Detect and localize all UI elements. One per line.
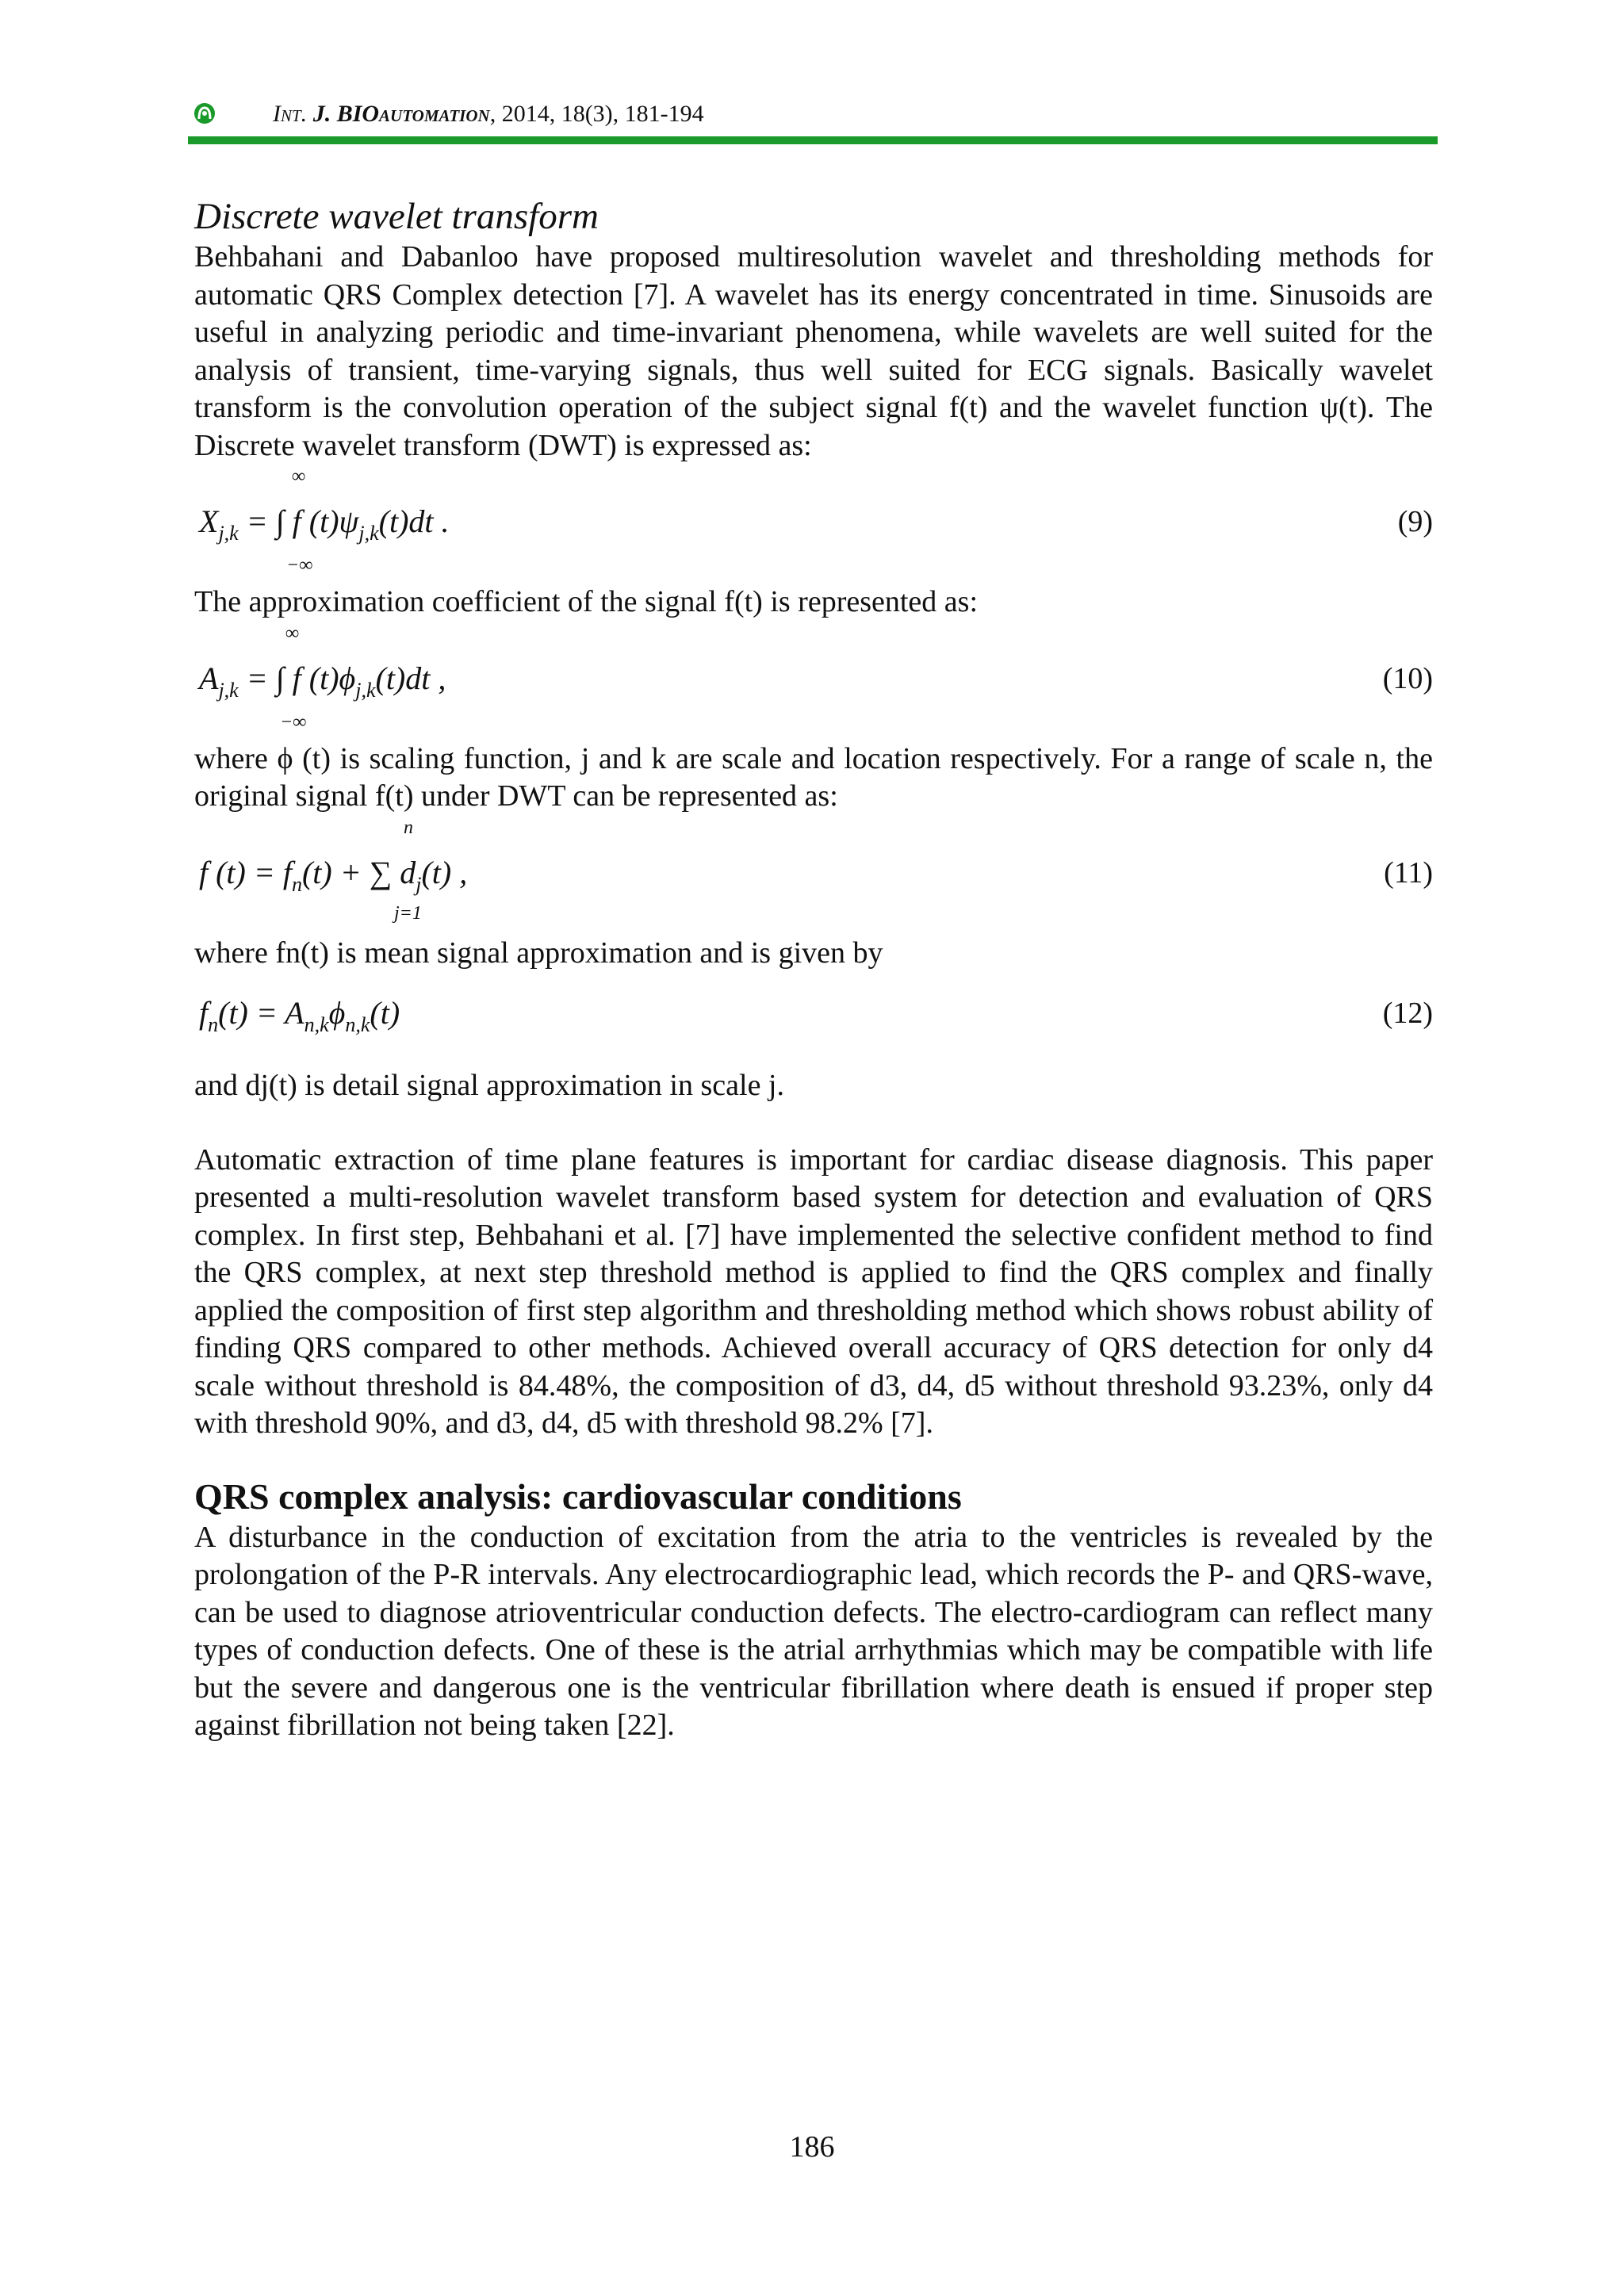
equation-9: ∞ −∞ $X_{j,k}$ = ∫ f $(t)\psi_{j,k}(t)dt$ . (9) [199,466,1433,576]
section-title-dwt: Discrete wavelet transform [194,196,599,237]
equation-number: (11) [1384,855,1433,890]
header-rule [188,136,1438,144]
paragraph-scaling: where ϕ (t) is scaling function, j and k are scale and location respectively. For a range of scale n, the original signal f(t) under DWT can be represented as: [194,741,1433,813]
equation-10: ∞ −∞ $A_{j,k}$ = ∫ f $(t)\phi_{j,k}(t)dt$ , (10) [199,622,1433,733]
equation-number: (10) [1382,661,1433,695]
paragraph-mean: where fn(t) is mean signal approximation and is given by [194,936,883,970]
page-content [194,194,1433,1745]
equation-number: (9) [1397,505,1433,538]
page-number: 186 [789,2130,835,2164]
section-title-qrs: QRS complex analysis: cardiovascular conditions [194,1475,962,1517]
equation-11: n j=1 f $(t) = f_n(t)$ + ∑ $d_j(t)$ , (11) [199,817,1433,924]
paragraph-extraction: Automatic extraction of time plane features is important for cardiac disease diagnosis. This paper presented a multi-resolution wavelet transform based system for detection and evaluation of QRS complex. In first step, Behbahani et al. [7] have implemented the selective confident method to find the QRS complex, at next step threshold method is applied to find the QRS complex and finally applied the composition of first step algorithm and thresholding method which shows robust ability of finding QRS compared to other methods. Achieved overall accuracy of QRS detection for only d4 scale without threshold is 84.48%, the composition of d3, d4, d5 without threshold 93.23%, only d4 with threshold 90%, and d3, d4, d5 with threshold 98.2% [7]. [194,1142,1433,1440]
journal-logo-icon [193,101,216,125]
equation-12: $f_n(t) = A_{n,k}\phi_{n,k}(t)$ (12) [199,995,1433,1036]
paragraph-approx: The approximation coefficient of the signal f(t) is represented as: [194,585,978,618]
equation-number: (12) [1382,997,1433,1030]
running-header [193,97,1438,136]
journal-citation: Int. J. BIOautomation, 2014, 18(3), 181-194 [273,101,704,127]
paragraph-detail: and dj(t) is detail signal approximation in scale j. [194,1069,784,1102]
paragraph-qrs: A disturbance in the conduction of excitation from the atria to the ventricles is revealed by the prolongation of the P-R intervals. Any electrocardiographic lead, which records the P- and QRS-wave, can be used to diagnose atrioventricular conduction defects. The electro-cardiogram can reflect many types of conduction defects. One of these is the atrial arrhythmias which may be compatible with life but the severe and dangerous one is the ventricular fibrillation where death is ensued if proper step against fibrillation not being taken [22]. [194,1520,1433,1742]
paragraph-dwt-intro: Behbahani and Dabanloo have proposed multiresolution wavelet and thresholding methods for automatic QRS Complex detection [7]. A wavelet has its energy concentrated in time. Sinusoids are useful in analyzing periodic and time-invariant phenomena, while wavelets are well suited for the analysis of transient, time-varying signals, thus well suited for ECG signals. Basically wavelet transform is the convolution operation of the subject signal f(t) and the wavelet function ψ(t). The Discrete wavelet transform (DWT) is expressed as: [194,240,1433,462]
